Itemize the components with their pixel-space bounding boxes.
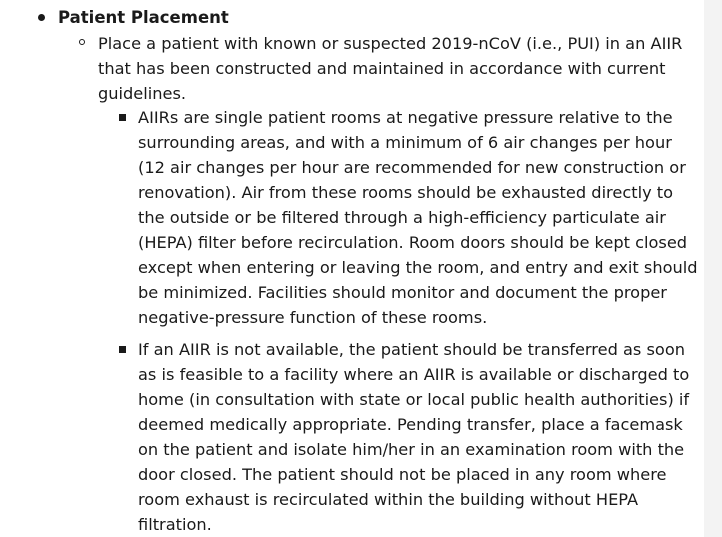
scrollbar-track[interactable]	[704, 0, 722, 537]
circle-bullet	[79, 39, 85, 45]
square-bullet	[119, 346, 126, 353]
section-heading: Patient Placement	[58, 8, 229, 27]
sub-list-item-text-airr: AIIRs are single patient rooms at negative pressure relative to the surrounding areas, and with a minimum of 6 air changes per hour (12 air changes per hour are recommended for new construction or renovation). Air from these rooms should be exhausted directly to the outside or be filtered through a high-efficiency particulate air (HEPA) filter before recirculation. Room doors should be kept closed except when entering or leaving the room, and entry and exit should be minimized. Facilities should monitor and document the proper negative-pressure function of these rooms.	[138, 108, 698, 327]
square-bullet	[119, 114, 126, 121]
disc-bullet	[38, 14, 45, 21]
list-item-text: Place a patient with known or suspected 2019-nCoV (i.e., PUI) in an AIIR that has been constructed and maintained in accordance with current guidelines.	[98, 34, 683, 103]
sub-list-item-text-transfer: If an AIIR is not available, the patient should be transferred as soon as is feasible to a facility where an AIIR is available or discharged to home (in consultation with state or local public health authorities) if deemed medically appropriate. Pending transfer, place a facemask on the patient and isolate him/her in an examination room with the door closed. The patient should not be placed in any room where room exhaust is recirculated within the building without HEPA filtration.	[138, 340, 690, 534]
